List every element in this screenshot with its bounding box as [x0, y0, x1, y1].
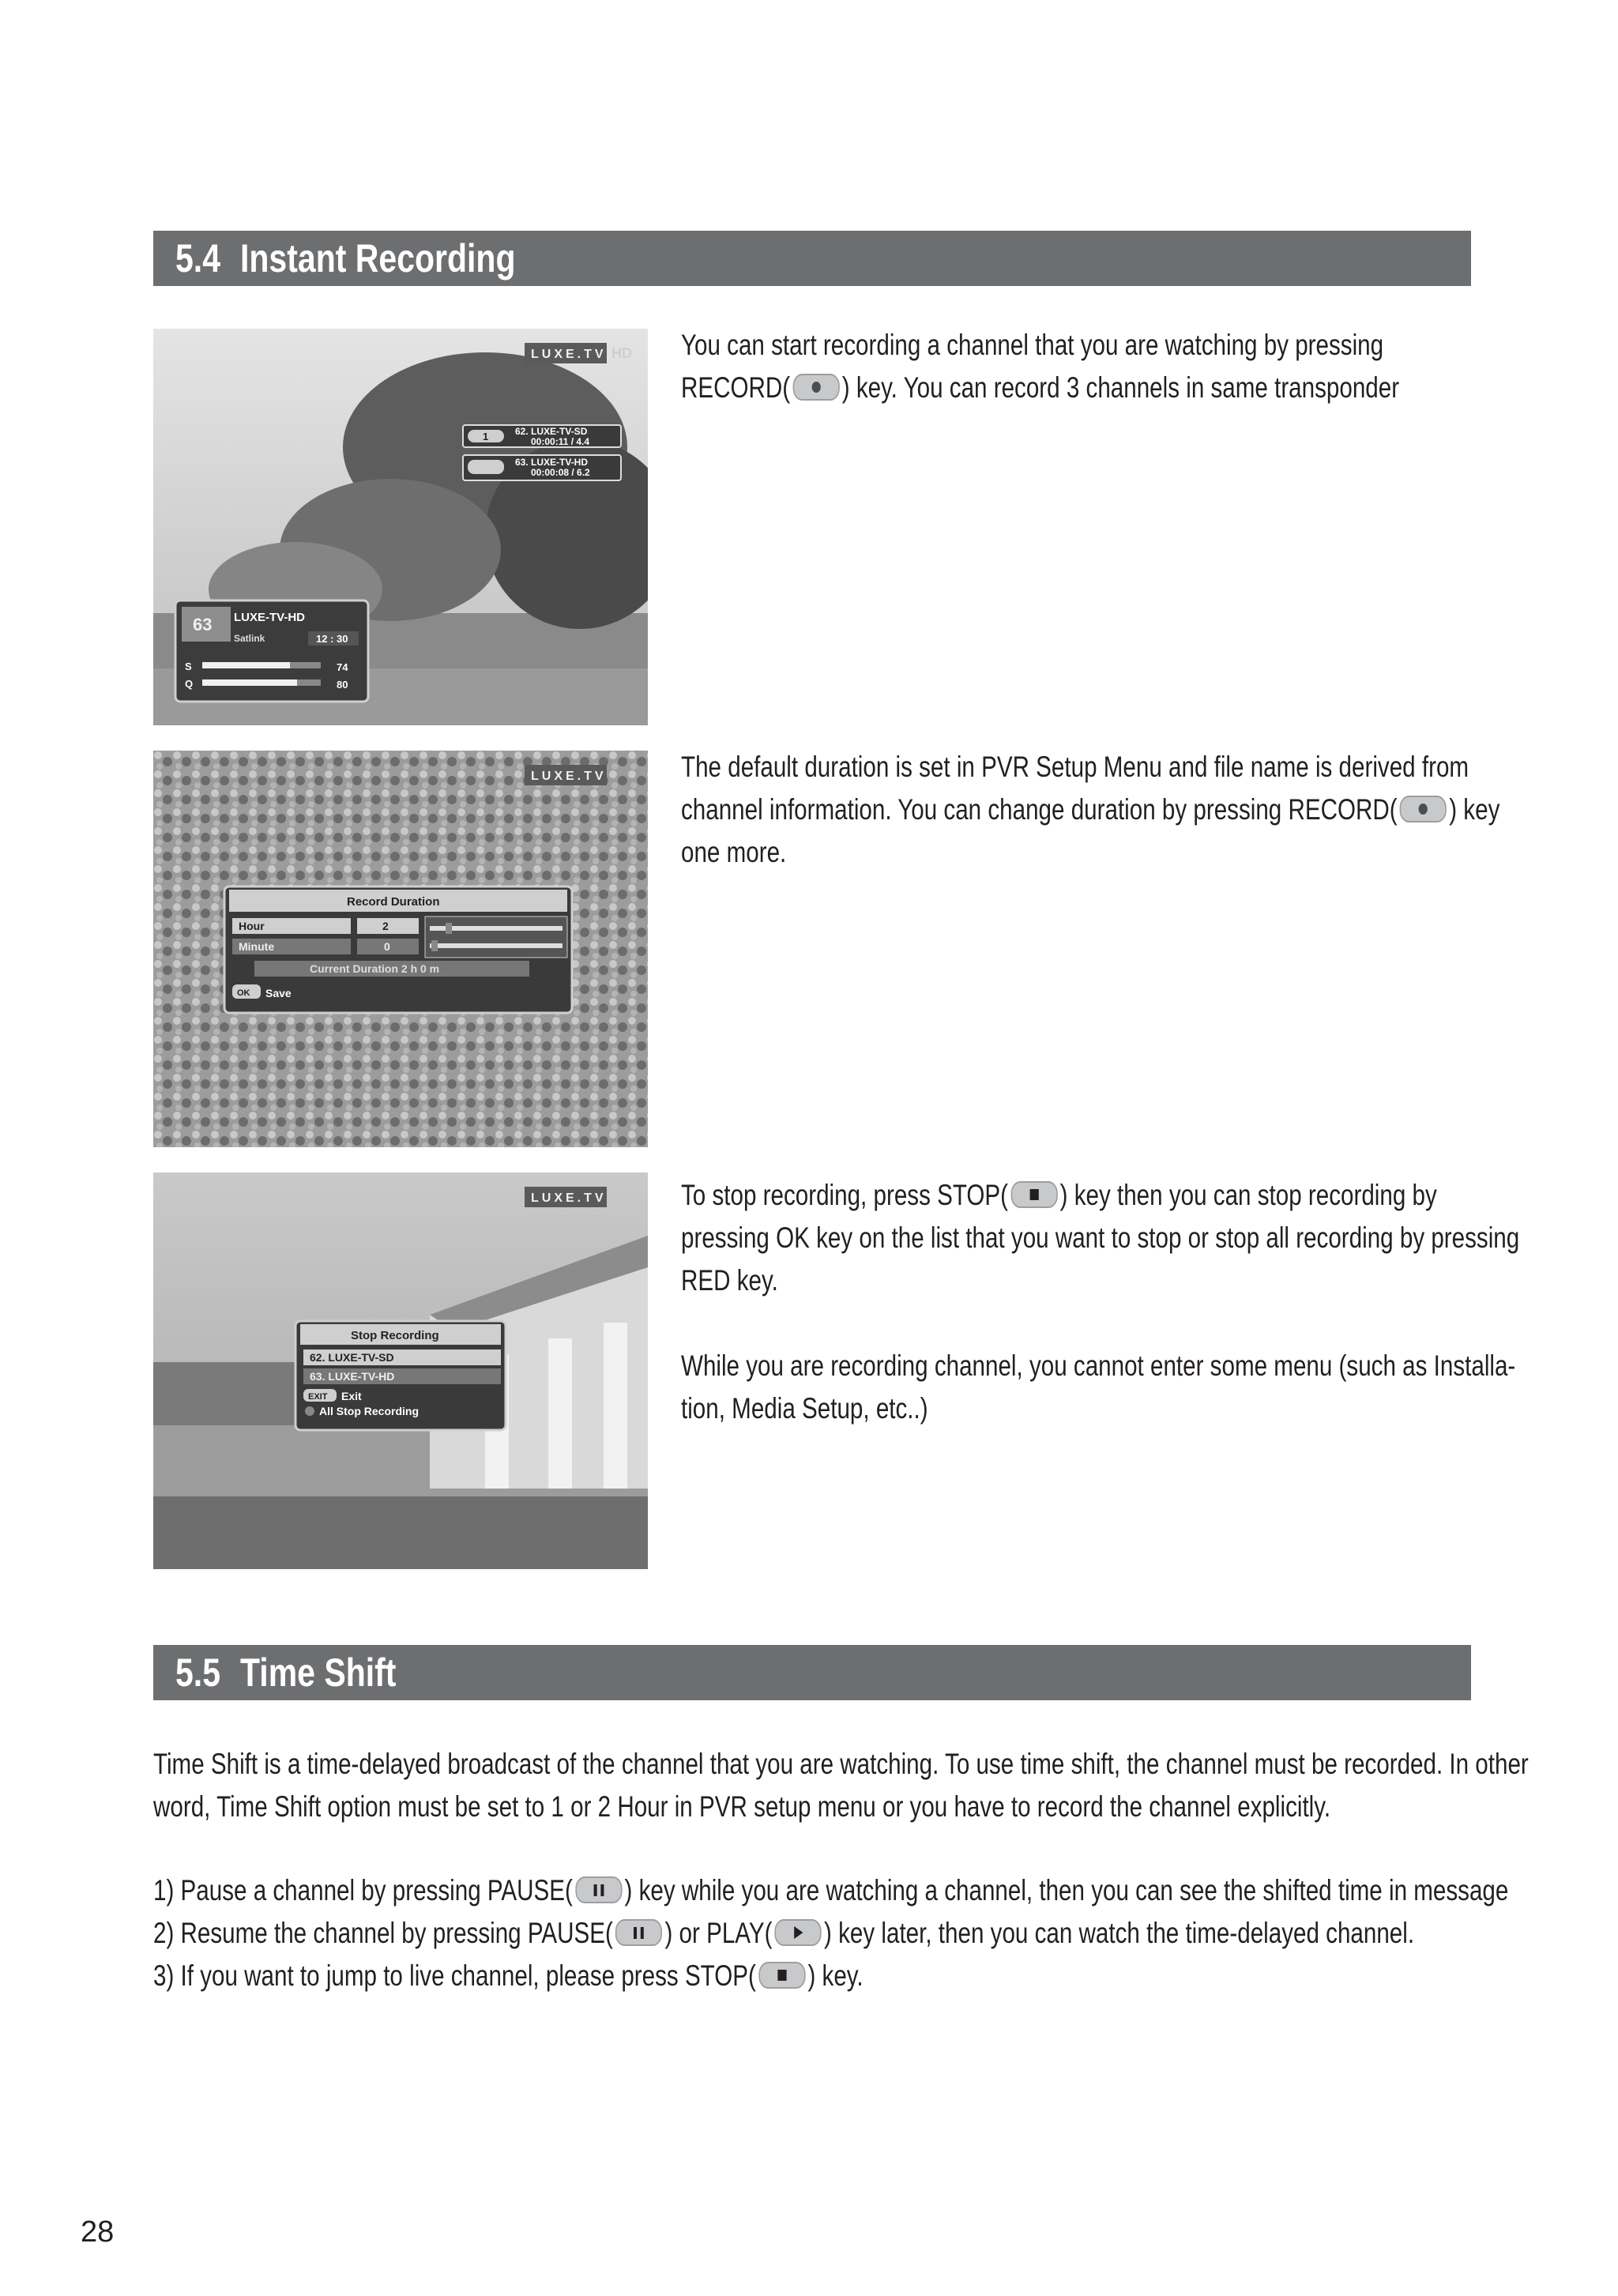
signal-s-bar	[202, 662, 290, 668]
page-number: 28	[81, 2215, 115, 2249]
logo-suffix: HD	[611, 345, 632, 361]
channel-logo: LUXE.TV	[531, 1191, 607, 1205]
text-line: channel information. You can change duration by pressing RECORD( ) key	[681, 793, 1500, 826]
paragraph-instant-recording-1	[681, 324, 1399, 409]
signal-q-bar	[202, 679, 297, 686]
text-line: pressing OK key on the list that you want to stop or stop all recording by pressing	[681, 1221, 1520, 1254]
time-shift-steps	[153, 1869, 1508, 1997]
step-3: 3) If you want to jump to live channel, please press STOP( ) key.	[153, 1959, 864, 1992]
hour-value: 2	[382, 920, 389, 932]
signal-q-value: 80	[337, 679, 348, 691]
signal-q-label: Q	[185, 678, 194, 690]
paragraph-instant-recording-4	[681, 1345, 1515, 1430]
stop-key-icon	[758, 1962, 805, 1989]
recording-item-1: 62. LUXE-TV-SD	[310, 1351, 394, 1364]
text-line: Time Shift is a time-delayed broadcast of the channel that you are watching. To use time shift, the channel must be recorded. In other	[153, 1748, 1529, 1780]
text-line: word, Time Shift option must be set to 1 or 2 Hour in PVR setup menu or you have to record the channel explicitly.	[153, 1790, 1331, 1823]
step-2: 2) Resume the channel by pressing PAUSE( ) or PLAY( ) key later, then you can watch the time-delayed channel.	[153, 1917, 1415, 1949]
current-duration: Current Duration 2 h 0 m	[310, 962, 440, 975]
paragraph-instant-recording-3	[681, 1174, 1519, 1302]
record-key-icon	[792, 374, 839, 401]
play-key-icon	[775, 1919, 822, 1946]
record-key-icon	[1400, 796, 1447, 822]
text-line: one more.	[681, 836, 787, 868]
recording-item-2: 63. LUXE-TV-HD	[310, 1370, 395, 1383]
all-stop-label: All Stop Recording	[319, 1405, 419, 1417]
section-header-time-shift	[153, 1645, 1471, 1700]
channel-number: 63	[193, 615, 213, 634]
minute-label: Minute	[239, 940, 275, 953]
rec1-name: 62. LUXE-TV-SD	[515, 426, 588, 437]
rec2-name: 63. LUXE-TV-HD	[515, 457, 589, 468]
text-line: While you are recording channel, you cannot enter some menu (such as Installa-	[681, 1349, 1516, 1382]
text-line: RECORD( ) key. You can record 3 channels in same transponder	[681, 371, 1400, 404]
satellite-name: Satlink	[234, 633, 265, 644]
rec1-number: 1	[483, 431, 489, 442]
rec2-time: 00:00:08 / 6.2	[531, 467, 590, 478]
step-1: 1) Pause a channel by pressing PAUSE( ) key while you are watching a channel, then you can see the shifted time in message	[153, 1874, 1509, 1906]
clock: 12 : 30	[316, 633, 348, 645]
exit-key: EXIT	[308, 1392, 328, 1402]
screenshot-instant-recording	[153, 329, 648, 725]
pause-key-icon	[615, 1919, 662, 1946]
minute-value: 0	[384, 940, 390, 953]
channel-logo: LUXE.TV	[531, 348, 607, 361]
signal-s-value: 74	[337, 661, 348, 673]
signal-s-label: S	[185, 661, 192, 672]
text-line: The default duration is set in PVR Setup Menu and file name is derived from	[681, 751, 1469, 783]
section-title: Instant Recording	[240, 236, 516, 280]
screenshot-record-duration	[153, 751, 648, 1147]
dialog-title: Record Duration	[347, 895, 440, 909]
hour-label: Hour	[239, 920, 265, 932]
save-label: Save	[265, 987, 292, 999]
ok-key: OK	[237, 988, 250, 998]
section-title: Time Shift	[240, 1650, 397, 1695]
channel-logo: LUXE.TV	[531, 770, 607, 783]
section-number: 5.5	[175, 1650, 221, 1695]
paragraph-time-shift-intro	[153, 1743, 1529, 1828]
channel-name: LUXE-TV-HD	[234, 611, 305, 624]
text-line: tion, Media Setup, etc..)	[681, 1392, 928, 1425]
text-line: You can start recording a channel that you are watching by pressing	[681, 329, 1384, 361]
stop-key-icon	[1010, 1181, 1057, 1208]
paragraph-instant-recording-2	[681, 746, 1499, 874]
screenshot-stop-recording	[153, 1172, 648, 1569]
text-line: To stop recording, press STOP( ) key then you can stop recording by	[681, 1179, 1437, 1211]
section-header-instant-recording	[153, 231, 1471, 286]
section-number: 5.4	[175, 236, 221, 280]
rec1-time: 00:00:11 / 4.4	[531, 436, 590, 447]
exit-label: Exit	[341, 1390, 362, 1402]
dialog-title: Stop Recording	[351, 1329, 439, 1342]
pause-key-icon	[575, 1876, 622, 1903]
text-line: RED key.	[681, 1264, 778, 1297]
